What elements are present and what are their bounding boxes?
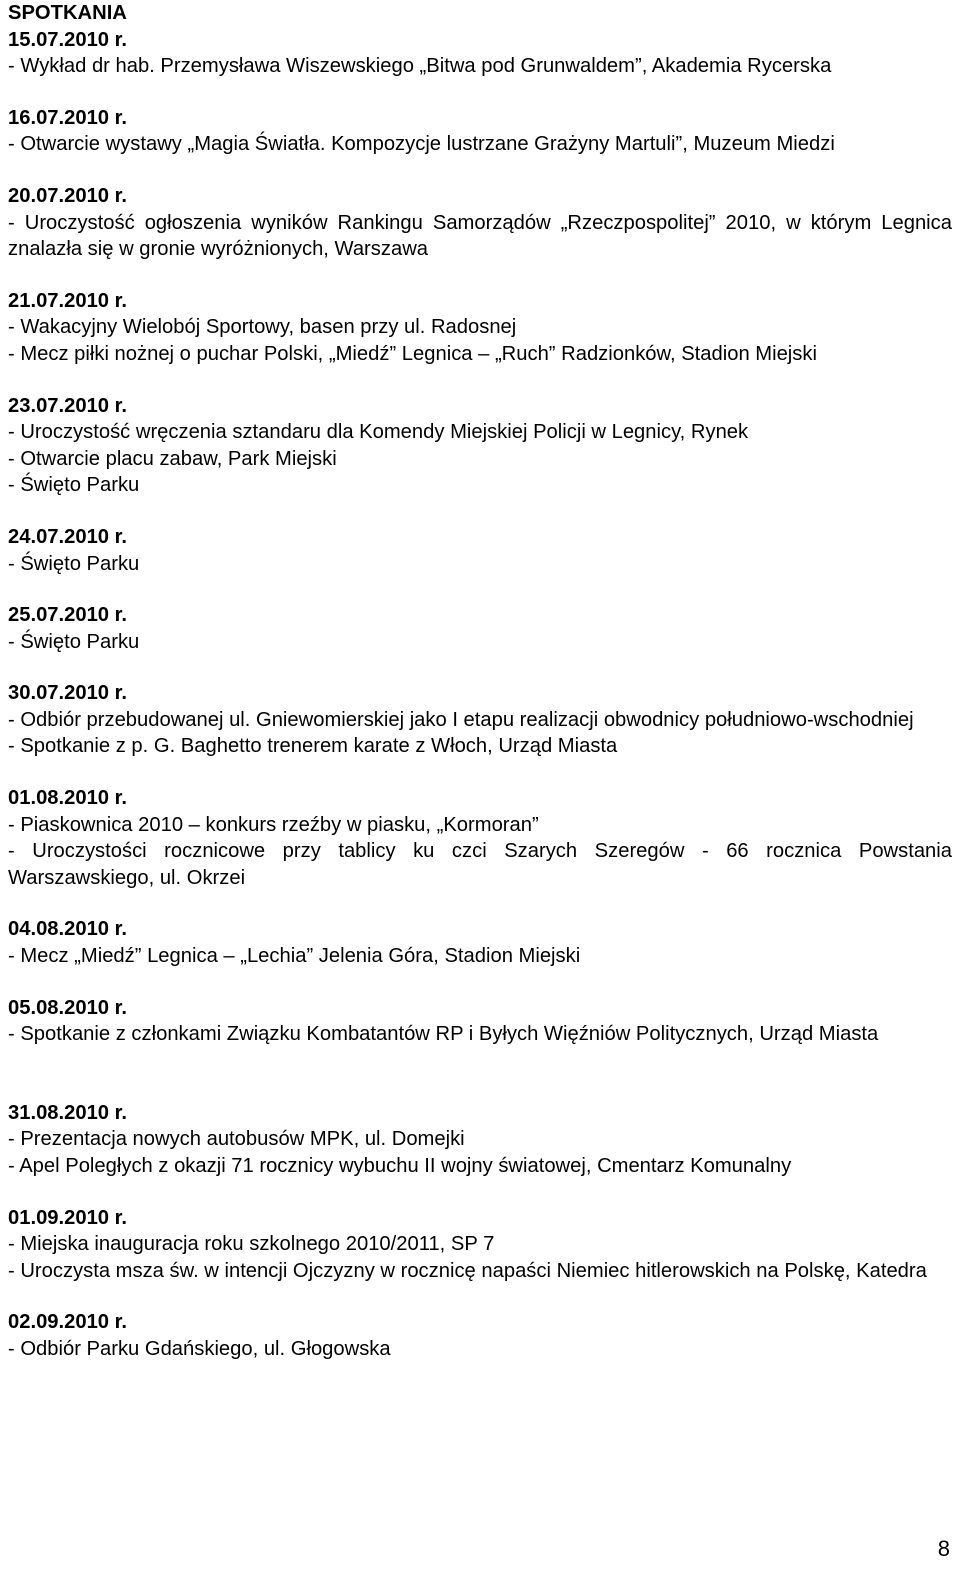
event-section [8, 1100, 952, 1180]
event-date: 31.08.2010 r. [8, 1101, 127, 1124]
event-section [8, 1309, 952, 1362]
event-entry: - Mecz „Miedź” Legnica – „Lechia” Jelenia Góra, Stadion Miejski [8, 945, 581, 968]
event-date: 25.07.2010 r. [8, 604, 127, 627]
event-entry: - Apel Poległych z okazji 71 rocznicy wybuchu II wojny światowej, Cmentarz Komunalny [8, 1155, 792, 1177]
event-date: 16.07.2010 r. [8, 106, 127, 129]
event-entry: - Otwarcie placu zabaw, Park Miejski [8, 447, 337, 470]
event-entry: - Spotkanie z p. G. Baghetto trenerem karate z Włoch, Urząd Miasta [8, 735, 618, 758]
event-date: 24.07.2010 r. [8, 525, 127, 548]
event-entry: - Piaskownica 2010 – konkurs rzeźby w piasku, „Kormoran” [8, 813, 539, 836]
event-section [8, 680, 952, 760]
event-entry: - Uroczysta msza św. w intencji Ojczyzny w rocznicę napaści Niemiec hitlerowskich na Polskę, Katedra [8, 1259, 927, 1282]
event-date: 15.07.2010 r. [8, 28, 127, 51]
event-entry: - Wykład dr hab. Przemysława Wiszewskiego „Bitwa pod Grunwaldem”, Akademia Rycerska [8, 55, 832, 78]
event-date: 02.09.2010 r. [8, 1311, 127, 1334]
document-content [8, 0, 952, 1388]
event-entry: - Wakacyjny Wielobój Sportowy, basen przy ul. Radosnej [8, 316, 517, 339]
event-section [8, 183, 952, 263]
event-section [8, 916, 952, 969]
event-date: 30.07.2010 r. [8, 682, 127, 705]
event-date: 04.08.2010 r. [8, 918, 127, 941]
event-entry: - Uroczystość wręczenia sztandaru dla Komendy Miejskiej Policji w Legnicy, Rynek [8, 421, 749, 444]
event-entry: - Odbiór przebudowanej ul. Gniewomierskiej jako I etapu realizacji obwodnicy południowo-wschodniej [8, 708, 914, 731]
event-entry: - Święto Parku [8, 552, 140, 575]
page-number: 8 [937, 1536, 950, 1561]
event-section [8, 288, 952, 368]
event-section [8, 995, 952, 1048]
event-entry: - Odbiór Parku Gdańskiego, ul. Głogowska [8, 1337, 391, 1360]
event-date: 21.07.2010 r. [8, 289, 127, 312]
event-entry: - Święto Parku [8, 474, 140, 497]
event-section [8, 524, 952, 577]
event-section [8, 785, 952, 891]
event-entry: - Uroczystości rocznicowe przy tablicy ku czci Szarych Szeregów - 66 rocznica Powstania Warszawskiego, ul. Okrzei [8, 840, 952, 889]
event-date: 01.09.2010 r. [8, 1206, 127, 1229]
event-section [8, 1205, 952, 1285]
event-entry: - Mecz piłki nożnej o puchar Polski, „Miedź” Legnica – „Ruch” Radzionków, Stadion Miejski [8, 342, 817, 365]
event-date: 20.07.2010 r. [8, 184, 127, 207]
event-entry: - Spotkanie z członkami Związku Kombatantów RP i Byłych Więźniów Politycznych, Urząd Miasta [8, 1023, 879, 1046]
event-entry: - Prezentacja nowych autobusów MPK, ul. Domejki [8, 1128, 465, 1151]
event-date: 05.08.2010 r. [8, 996, 127, 1019]
event-date: 01.08.2010 r. [8, 787, 127, 810]
page-heading: SPOTKANIA [8, 2, 127, 24]
event-entry: - Święto Parku [8, 630, 140, 653]
event-section [8, 105, 952, 158]
event-section [8, 27, 952, 80]
event-entry: - Otwarcie wystawy „Magia Światła. Kompozycje lustrzane Grażyny Martuli”, Muzeum Miedzi [8, 133, 835, 156]
event-entry: - Miejska inauguracja roku szkolnego 2010/2011, SP 7 [8, 1233, 495, 1256]
event-entry: - Uroczystość ogłoszenia wyników Rankingu Samorządów „Rzeczpospolitej” 2010, w którym Legnica znalazła się w gronie wyróżnionych, Warszawa [8, 211, 952, 261]
event-section [8, 393, 952, 499]
event-date: 23.07.2010 r. [8, 394, 127, 417]
event-section [8, 602, 952, 655]
